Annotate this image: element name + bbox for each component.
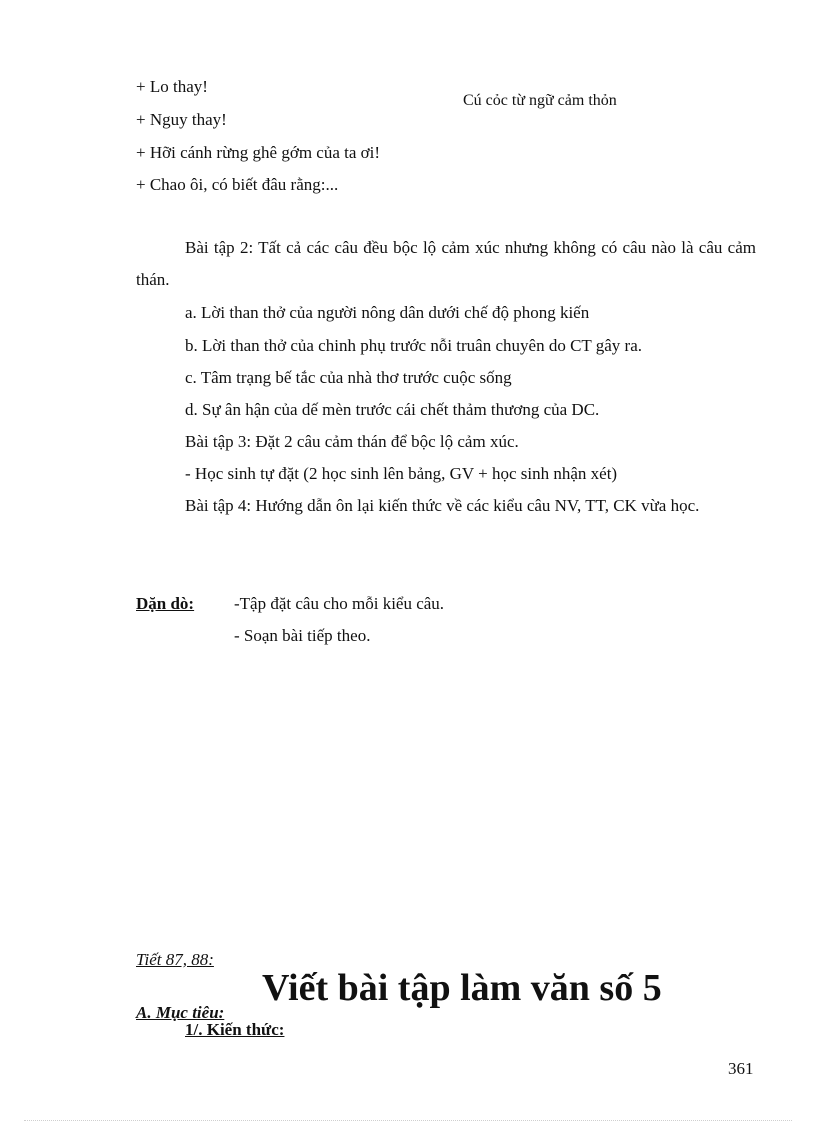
page-number: 361 — [728, 1059, 754, 1078]
exercise-2-item-a: a. Lời than thở của người nông dân dưới chế độ phong kiến — [185, 303, 590, 322]
objectives-heading: A. Mục tiêu: — [136, 1003, 225, 1022]
exercise-2-item-c: c. Tâm trạng bế tắc của nhà thơ trước cuộc sống — [185, 368, 512, 387]
homework-label: Dặn dò: — [136, 594, 195, 613]
exclamation-item: + Nguy thay! — [136, 110, 227, 129]
homework-line-2: - Soạn bài tiếp theo. — [234, 626, 371, 645]
knowledge-heading: 1/. Kiến thức: — [185, 1020, 285, 1039]
page-title: Viết bài tập làm văn số 5 — [262, 967, 662, 1009]
exclamation-item: + Hỡi cánh rừng ghê gớm của ta ơi! — [136, 143, 381, 162]
page-bottom-rule — [24, 1120, 792, 1121]
exclamation-item: + Lo thay! — [136, 77, 208, 96]
side-note: Cú cỏc từ ngữ cảm thỏn — [463, 92, 617, 109]
exclamation-item: + Chao ôi, có biết đâu rằng:... — [136, 175, 339, 194]
exercise-2-item-d: d. Sự ân hận của dế mèn trước cái chết thảm thương của DC. — [185, 400, 600, 419]
exercise-2-item-b: b. Lời than thở của chinh phụ trước nỗi truân chuyên do CT gây ra. — [185, 336, 642, 355]
homework-line-1: -Tập đặt câu cho mỗi kiểu câu. — [234, 594, 445, 613]
exercise-4-text: Bài tập 4: Hướng dẫn ôn lại kiến thức về các kiểu câu NV, TT, CK vừa học. — [185, 496, 700, 515]
exercise-4 — [136, 490, 756, 522]
exercise-3-note: - Học sinh tự đặt (2 học sinh lên bảng, GV + học sinh nhận xét) — [185, 464, 618, 483]
exercise-2-intro — [136, 232, 756, 296]
lesson-period: Tiết 87, 88: — [136, 950, 214, 969]
exercise-2-intro-text: Bài tập 2: Tất cả các câu đều bộc lộ cảm xúc nhưng không có câu nào là câu cảm thán. — [136, 238, 756, 289]
exercise-3-intro: Bài tập 3: Đặt 2 câu cảm thán để bộc lộ cảm xúc. — [185, 432, 519, 451]
